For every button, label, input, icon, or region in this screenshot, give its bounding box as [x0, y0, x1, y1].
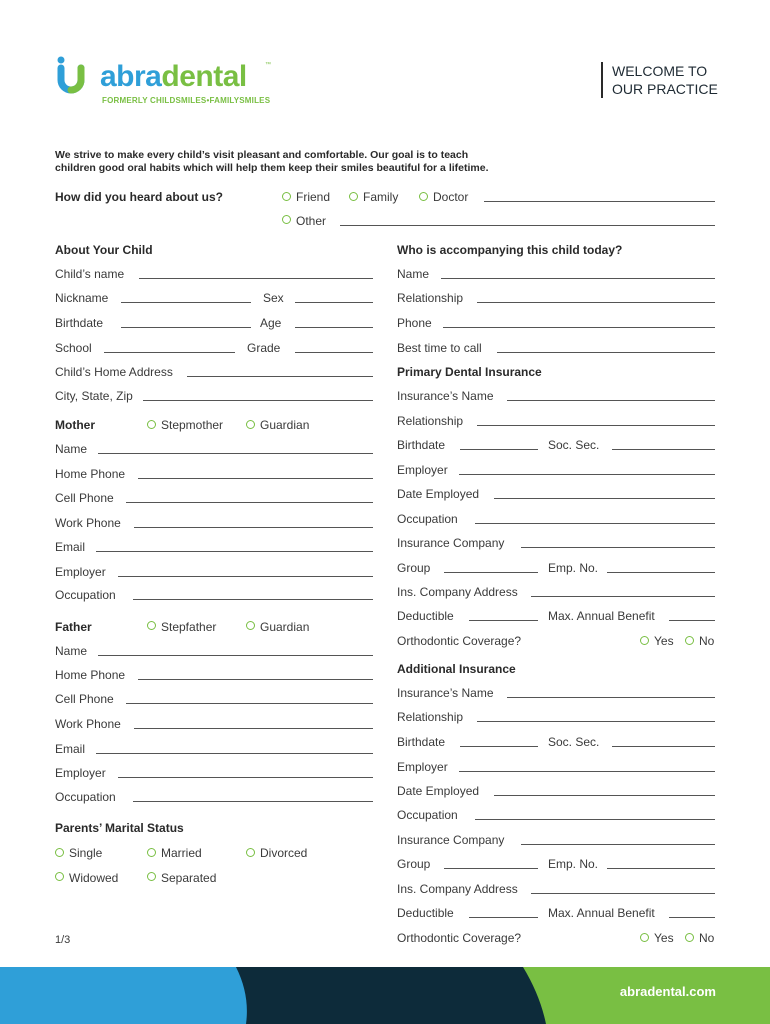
additional-max-benefit-field[interactable] [669, 917, 715, 918]
additional-soc-sec-field[interactable] [612, 746, 715, 747]
primary-relationship-label: Relationship [397, 414, 464, 428]
primary-deductible-field[interactable] [469, 620, 538, 621]
mother-occupation-label: Occupation [55, 588, 116, 602]
additional-insurance-heading: Additional Insurance [397, 662, 516, 676]
best-time-label: Best time to call [397, 341, 482, 355]
intro-text [55, 149, 489, 175]
primary-max-benefit-label: Max. Annual Benefit [548, 609, 655, 623]
radio-father-guardian[interactable] [246, 621, 255, 630]
primary-insurance-heading: Primary Dental Insurance [397, 365, 542, 379]
radio-additional-ortho-yes[interactable] [640, 933, 649, 942]
primary-company-label: Insurance Company [397, 536, 505, 550]
city-state-zip-label: City, State, Zip [55, 389, 133, 403]
radio-divorced-label: Divorced [260, 846, 308, 860]
welcome-line2: OUR PRACTICE [612, 81, 718, 97]
radio-primary-ortho-yes-label: Yes [654, 634, 674, 648]
mother-name-label: Name [55, 442, 88, 456]
primary-group-label: Group [397, 561, 431, 575]
radio-mother-guardian[interactable] [246, 420, 255, 429]
doctor-name-field[interactable] [484, 201, 715, 202]
father-heading: Father [55, 620, 92, 634]
page-number: 1/3 [55, 934, 71, 946]
primary-insurance-name-label: Insurance’s Name [397, 389, 494, 403]
mother-employer-label: Employer [55, 565, 106, 579]
father-work-phone-field[interactable] [134, 728, 373, 729]
radio-friend-label: Friend [296, 190, 331, 204]
mother-cell-phone-field[interactable] [126, 502, 373, 503]
birthdate-label: Birthdate [55, 316, 104, 330]
father-email-label: Email [55, 742, 86, 756]
radio-additional-ortho-no-label: No [699, 931, 715, 945]
mother-cell-phone-label: Cell Phone [55, 491, 114, 505]
additional-insurance-name-field[interactable] [507, 697, 715, 698]
primary-birthdate-field[interactable] [460, 449, 538, 450]
primary-relationship-field[interactable] [477, 425, 715, 426]
radio-other[interactable] [282, 215, 291, 224]
primary-date-employed-label: Date Employed [397, 487, 480, 501]
grade-field[interactable] [295, 352, 373, 353]
father-occupation-field[interactable] [133, 801, 373, 802]
father-home-phone-label: Home Phone [55, 668, 126, 682]
radio-single-label: Single [69, 846, 103, 860]
mother-home-phone-label: Home Phone [55, 467, 126, 481]
radio-mother-guardian-label: Guardian [260, 418, 310, 432]
additional-company-label: Insurance Company [397, 833, 505, 847]
radio-married[interactable] [147, 848, 156, 857]
marital-status-heading: Parents’ Marital Status [55, 821, 184, 835]
abradental-mark-icon [54, 56, 96, 98]
accompany-relationship-label: Relationship [397, 291, 464, 305]
primary-insurance-name-field[interactable] [507, 400, 715, 401]
radio-doctor[interactable] [419, 192, 428, 201]
additional-insurance-name-label: Insurance’s Name [397, 686, 494, 700]
radio-widowed-label: Widowed [69, 871, 119, 885]
referral-question: How did you heard about us? [55, 190, 223, 204]
primary-emp-no-label: Emp. No. [548, 561, 599, 575]
additional-deductible-field[interactable] [469, 917, 538, 918]
primary-max-benefit-field[interactable] [669, 620, 715, 621]
grade-label: Grade [247, 341, 281, 355]
primary-deductible-label: Deductible [397, 609, 454, 623]
additional-occupation-label: Occupation [397, 808, 458, 822]
home-address-label: Child’s Home Address [55, 365, 173, 379]
primary-emp-no-field[interactable] [607, 572, 715, 573]
additional-ortho-label: Orthodontic Coverage? [397, 931, 522, 945]
radio-stepfather[interactable] [147, 621, 156, 630]
additional-company-field[interactable] [521, 844, 715, 845]
radio-divorced[interactable] [246, 848, 255, 857]
mother-occupation-field[interactable] [133, 599, 373, 600]
accompany-phone-field[interactable] [443, 327, 715, 328]
accompany-heading: Who is accompanying this child today? [397, 243, 623, 257]
additional-birthdate-label: Birthdate [397, 735, 446, 749]
primary-soc-sec-label: Soc. Sec. [548, 438, 600, 452]
radio-stepfather-label: Stepfather [161, 620, 217, 634]
mother-name-field[interactable] [98, 453, 373, 454]
accompany-name-field[interactable] [441, 278, 715, 279]
radio-primary-ortho-yes[interactable] [640, 636, 649, 645]
mother-heading: Mother [55, 418, 95, 432]
radio-primary-ortho-no[interactable] [685, 636, 694, 645]
accompany-phone-label: Phone [397, 316, 432, 330]
radio-friend[interactable] [282, 192, 291, 201]
primary-group-field[interactable] [444, 572, 538, 573]
primary-company-field[interactable] [521, 547, 715, 548]
trademark: ™ [265, 62, 271, 68]
primary-soc-sec-field[interactable] [612, 449, 715, 450]
primary-occupation-label: Occupation [397, 512, 458, 526]
mother-work-phone-field[interactable] [134, 527, 373, 528]
additional-max-benefit-label: Max. Annual Benefit [548, 906, 655, 920]
additional-group-label: Group [397, 857, 431, 871]
radio-single[interactable] [55, 848, 64, 857]
primary-occupation-field[interactable] [475, 523, 715, 524]
intro-line2: children good oral habits which will help them keep their smiles beautiful for a lifetime. [55, 162, 489, 174]
additional-emp-no-field[interactable] [607, 868, 715, 869]
mother-employer-field[interactable] [118, 576, 373, 577]
father-occupation-label: Occupation [55, 790, 116, 804]
radio-family-label: Family [363, 190, 399, 204]
radio-father-guardian-label: Guardian [260, 620, 310, 634]
primary-employer-field[interactable] [459, 474, 715, 475]
additional-employer-field[interactable] [459, 771, 715, 772]
additional-emp-no-label: Emp. No. [548, 857, 599, 871]
intro-line1: We strive to make every child’s visit pleasant and comfortable. Our goal is to teach [55, 149, 469, 161]
additional-date-employed-label: Date Employed [397, 784, 480, 798]
additional-employer-label: Employer [397, 760, 448, 774]
childs-name-label: Child’s name [55, 267, 125, 281]
brand-tagline: FORMERLY CHILDSMILES•FAMILYSMILES [102, 96, 271, 105]
primary-date-employed-field[interactable] [494, 498, 715, 499]
father-home-phone-field[interactable] [138, 679, 373, 680]
mother-work-phone-label: Work Phone [55, 516, 121, 530]
primary-company-address-label: Ins. Company Address [397, 585, 518, 599]
radio-family[interactable] [349, 192, 358, 201]
additional-relationship-label: Relationship [397, 710, 464, 724]
mother-email-field[interactable] [96, 551, 373, 552]
about-child-heading: About Your Child [55, 243, 153, 257]
childs-name-field[interactable] [139, 278, 373, 279]
father-cell-phone-label: Cell Phone [55, 692, 114, 706]
radio-separated-label: Separated [161, 871, 217, 885]
primary-ortho-label: Orthodontic Coverage? [397, 634, 522, 648]
primary-employer-label: Employer [397, 463, 448, 477]
age-label: Age [260, 316, 282, 330]
age-field[interactable] [295, 327, 373, 328]
mother-home-phone-field[interactable] [138, 478, 373, 479]
additional-soc-sec-label: Soc. Sec. [548, 735, 600, 749]
best-time-field[interactable] [497, 352, 715, 353]
school-field[interactable] [104, 352, 235, 353]
radio-doctor-label: Doctor [433, 190, 469, 204]
radio-primary-ortho-no-label: No [699, 634, 715, 648]
father-work-phone-label: Work Phone [55, 717, 121, 731]
nickname-field[interactable] [121, 302, 251, 303]
father-cell-phone-field[interactable] [126, 703, 373, 704]
father-employer-field[interactable] [118, 777, 373, 778]
city-state-zip-field[interactable] [143, 400, 373, 401]
mother-email-label: Email [55, 540, 86, 554]
father-name-field[interactable] [98, 655, 373, 656]
radio-widowed[interactable] [55, 872, 64, 881]
additional-company-address-label: Ins. Company Address [397, 882, 518, 896]
other-referral-field[interactable] [340, 225, 715, 226]
sex-field[interactable] [295, 302, 373, 303]
additional-relationship-field[interactable] [477, 721, 715, 722]
radio-separated[interactable] [147, 872, 156, 881]
additional-company-address-field[interactable] [531, 893, 715, 894]
additional-group-field[interactable] [444, 868, 538, 869]
additional-occupation-field[interactable] [475, 819, 715, 820]
welcome-heading [601, 62, 718, 98]
additional-birthdate-field[interactable] [460, 746, 538, 747]
primary-company-address-field[interactable] [531, 596, 715, 597]
footer-website[interactable]: abradental.com [619, 984, 716, 999]
school-label: School [55, 341, 92, 355]
radio-married-label: Married [161, 846, 202, 860]
brand-name-part1: abra [100, 60, 162, 93]
additional-deductible-label: Deductible [397, 906, 454, 920]
welcome-line1: WELCOME TO [612, 63, 708, 79]
accompany-relationship-field[interactable] [477, 302, 715, 303]
father-employer-label: Employer [55, 766, 106, 780]
sex-label: Sex [263, 291, 284, 305]
nickname-label: Nickname [55, 291, 109, 305]
additional-date-employed-field[interactable] [494, 795, 715, 796]
radio-stepmother-label: Stepmother [161, 418, 224, 432]
radio-additional-ortho-yes-label: Yes [654, 931, 674, 945]
accompany-name-label: Name [397, 267, 430, 281]
primary-birthdate-label: Birthdate [397, 438, 446, 452]
father-email-field[interactable] [96, 753, 373, 754]
radio-stepmother[interactable] [147, 420, 156, 429]
brand-name [100, 60, 247, 94]
father-name-label: Name [55, 644, 88, 658]
home-address-field[interactable] [187, 376, 373, 377]
brand-name-part2: dental [161, 60, 247, 93]
radio-additional-ortho-no[interactable] [685, 933, 694, 942]
birthdate-field[interactable] [121, 327, 251, 328]
radio-other-label: Other [296, 214, 327, 228]
